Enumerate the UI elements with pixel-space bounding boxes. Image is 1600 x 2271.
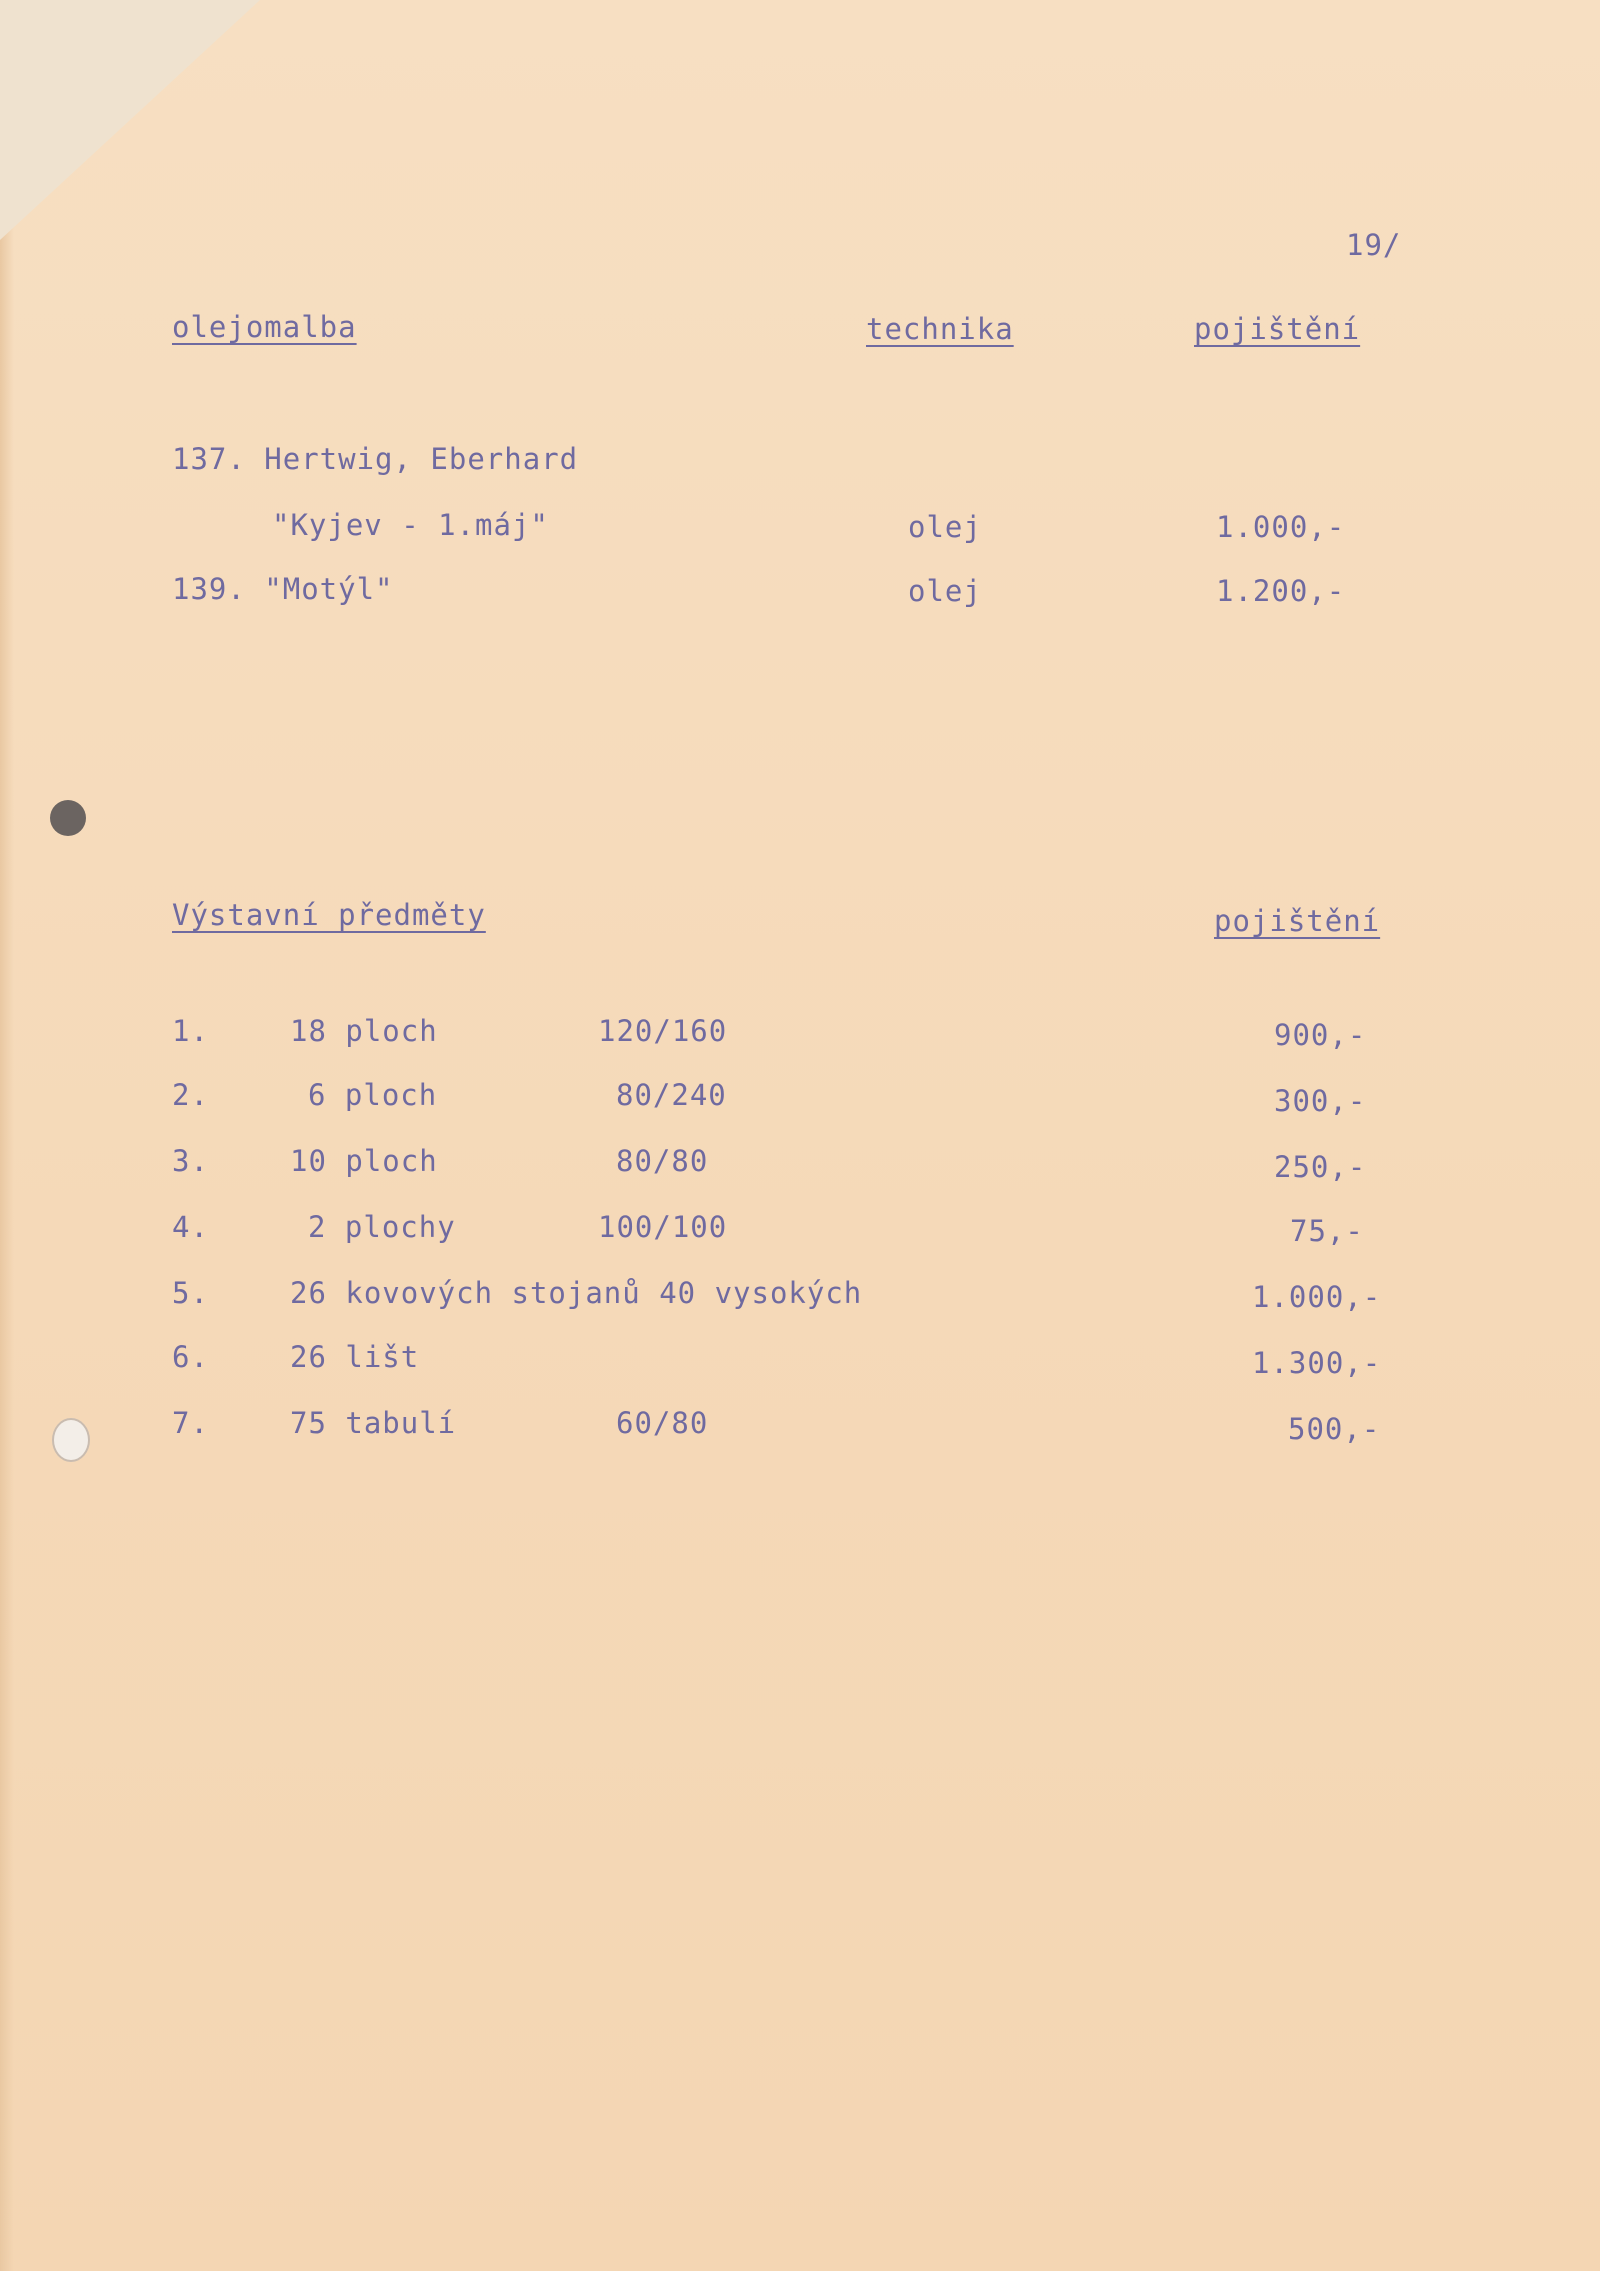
exhibit-row-number: 7. xyxy=(172,1406,209,1440)
exhibit-row-description: 26 kovových stojanů 40 vysokých xyxy=(290,1276,863,1310)
exhibit-row-number: 5. xyxy=(172,1276,209,1310)
page-number: 19/ xyxy=(1346,228,1402,262)
exhibit-row-number: 2. xyxy=(172,1078,209,1112)
painting-row-title: "Kyjev - 1.máj" xyxy=(272,508,549,542)
column-header-insurance: pojištění xyxy=(1194,312,1361,346)
exhibit-row-size: 100/100 xyxy=(598,1210,728,1244)
paper-left-edge xyxy=(0,0,14,2271)
painting-row-technique: olej xyxy=(908,574,982,608)
exhibit-row-description: 26 lišt xyxy=(290,1340,420,1374)
painting-row-author: 137. Hertwig, Eberhard xyxy=(172,442,579,476)
column-header-oil-painting: olejomalba xyxy=(172,310,357,344)
section-heading-exhibits: Výstavní předměty xyxy=(172,898,486,932)
punch-hole-bottom xyxy=(52,1418,90,1462)
exhibit-row-value: 1.000,- xyxy=(1252,1280,1382,1314)
exhibit-row-description: 18 ploch xyxy=(290,1014,438,1048)
exhibit-row-description: 75 tabulí xyxy=(290,1406,457,1440)
exhibit-row-number: 3. xyxy=(172,1144,209,1178)
painting-row-value: 1.200,- xyxy=(1216,574,1346,608)
exhibit-row-size: 60/80 xyxy=(616,1406,709,1440)
exhibit-row-size: 80/80 xyxy=(616,1144,709,1178)
exhibit-row-value: 500,- xyxy=(1288,1412,1381,1446)
column-header-technique: technika xyxy=(866,312,1014,346)
painting-row-title: 139. "Motýl" xyxy=(172,572,394,606)
exhibit-row-number: 4. xyxy=(172,1210,209,1244)
painting-row-technique: olej xyxy=(908,510,982,544)
exhibit-row-value: 75,- xyxy=(1290,1214,1364,1248)
exhibit-row-number: 1. xyxy=(172,1014,209,1048)
exhibit-row-description: 10 ploch xyxy=(290,1144,438,1178)
exhibit-row-description: 6 ploch xyxy=(308,1078,438,1112)
painting-row-value: 1.000,- xyxy=(1216,510,1346,544)
folded-corner xyxy=(0,0,260,240)
exhibit-row-description: 2 plochy xyxy=(308,1210,456,1244)
exhibit-row-number: 6. xyxy=(172,1340,209,1374)
exhibit-row-value: 250,- xyxy=(1274,1150,1367,1184)
exhibit-row-value: 300,- xyxy=(1274,1084,1367,1118)
exhibit-row-size: 80/240 xyxy=(616,1078,727,1112)
exhibit-row-value: 1.300,- xyxy=(1252,1346,1382,1380)
punch-hole-top xyxy=(50,800,86,836)
exhibit-row-value: 900,- xyxy=(1274,1018,1367,1052)
exhibit-row-size: 120/160 xyxy=(598,1014,728,1048)
column-header-insurance: pojištění xyxy=(1214,904,1381,938)
